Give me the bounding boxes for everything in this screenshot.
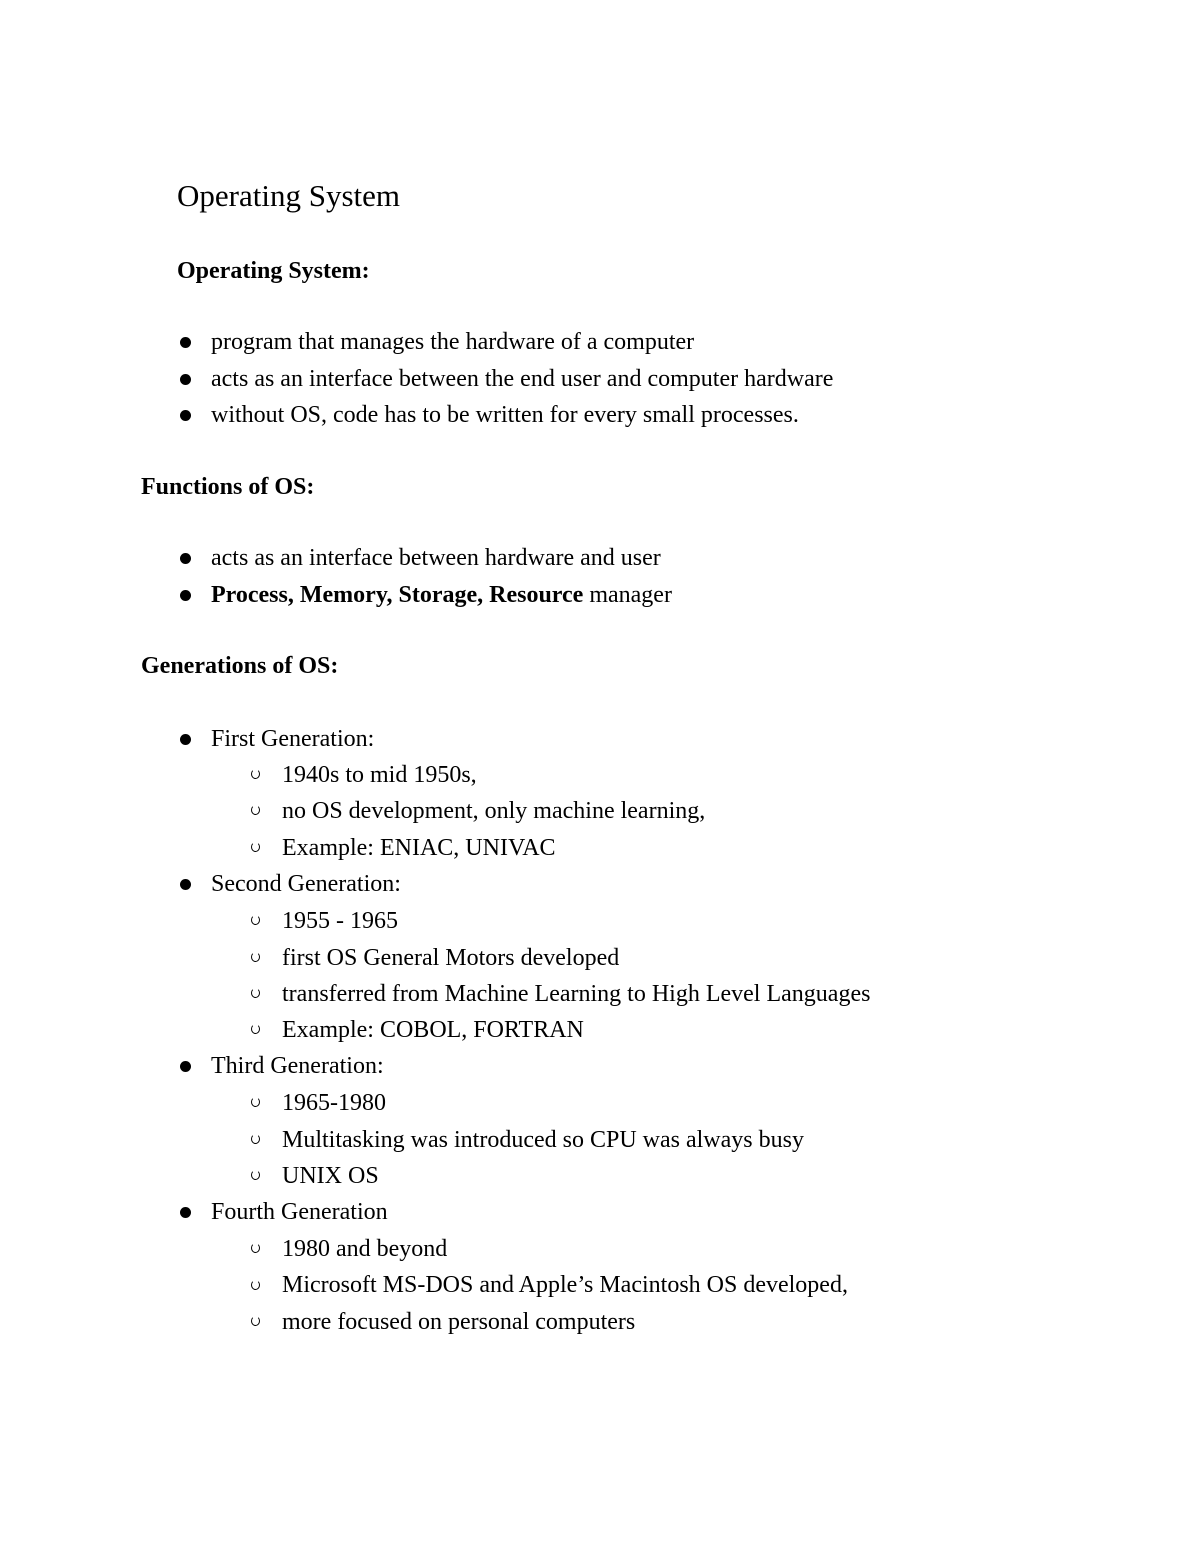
generation-label: First Generation: xyxy=(211,726,375,752)
hollow-bullet-icon xyxy=(251,1024,260,1034)
bullet-icon xyxy=(180,1061,191,1072)
generation-label: Second Generation: xyxy=(211,871,401,897)
generation-detail: Example: COBOL, FORTRAN xyxy=(282,1017,584,1043)
bullet-icon xyxy=(180,374,191,385)
hollow-bullet-icon xyxy=(251,1316,260,1326)
bullet-icon xyxy=(180,879,191,890)
heading-functions-of-os: Functions of OS: xyxy=(141,474,315,500)
generation-detail: Microsoft MS-DOS and Apple’s Macintosh OS developed, xyxy=(282,1272,848,1298)
bullet-icon xyxy=(180,553,191,564)
hollow-bullet-icon xyxy=(251,1243,260,1253)
bullet-icon xyxy=(180,590,191,601)
heading-operating-system: Operating System: xyxy=(177,258,370,284)
generation-detail: first OS General Motors developed xyxy=(282,945,620,971)
hollow-bullet-icon xyxy=(251,1170,260,1180)
managers-bold-text: Process, Memory, Storage, Resource xyxy=(211,582,584,608)
heading-generations-of-os: Generations of OS: xyxy=(141,653,339,679)
generation-detail: Example: ENIAC, UNIVAC xyxy=(282,835,556,861)
bullet-icon xyxy=(180,337,191,348)
generation-detail: 1940s to mid 1950s, xyxy=(282,762,477,788)
generation-detail: no OS development, only machine learning, xyxy=(282,798,706,824)
hollow-bullet-icon xyxy=(251,915,260,925)
hollow-bullet-icon xyxy=(251,1097,260,1107)
hollow-bullet-icon xyxy=(251,1134,260,1144)
generation-detail: 1965-1980 xyxy=(282,1090,386,1116)
generation-detail: Multitasking was introduced so CPU was always busy xyxy=(282,1127,804,1153)
generation-detail: 1955 - 1965 xyxy=(282,908,398,934)
hollow-bullet-icon xyxy=(251,988,260,998)
generation-detail: 1980 and beyond xyxy=(282,1236,448,1262)
generation-detail: transferred from Machine Learning to High Level Languages xyxy=(282,981,871,1007)
list-item: program that manages the hardware of a computer xyxy=(211,329,695,355)
hollow-bullet-icon xyxy=(251,769,260,779)
generation-detail: UNIX OS xyxy=(282,1163,379,1189)
list-item-managers xyxy=(211,579,672,611)
hollow-bullet-icon xyxy=(251,805,260,815)
managers-rest-text: manager xyxy=(583,582,672,608)
list-item: acts as an interface between hardware and user xyxy=(211,545,661,571)
hollow-bullet-icon xyxy=(251,842,260,852)
hollow-bullet-icon xyxy=(251,952,260,962)
list-item: acts as an interface between the end user and computer hardware xyxy=(211,366,834,392)
list-item: without OS, code has to be written for every small processes. xyxy=(211,402,799,428)
document-title: Operating System xyxy=(177,178,400,213)
hollow-bullet-icon xyxy=(251,1280,260,1290)
bullet-icon xyxy=(180,410,191,421)
bullet-icon xyxy=(180,734,191,745)
generation-label: Third Generation: xyxy=(211,1053,384,1079)
generation-label: Fourth Generation xyxy=(211,1199,388,1225)
bullet-icon xyxy=(180,1207,191,1218)
generation-detail: more focused on personal computers xyxy=(282,1309,636,1335)
